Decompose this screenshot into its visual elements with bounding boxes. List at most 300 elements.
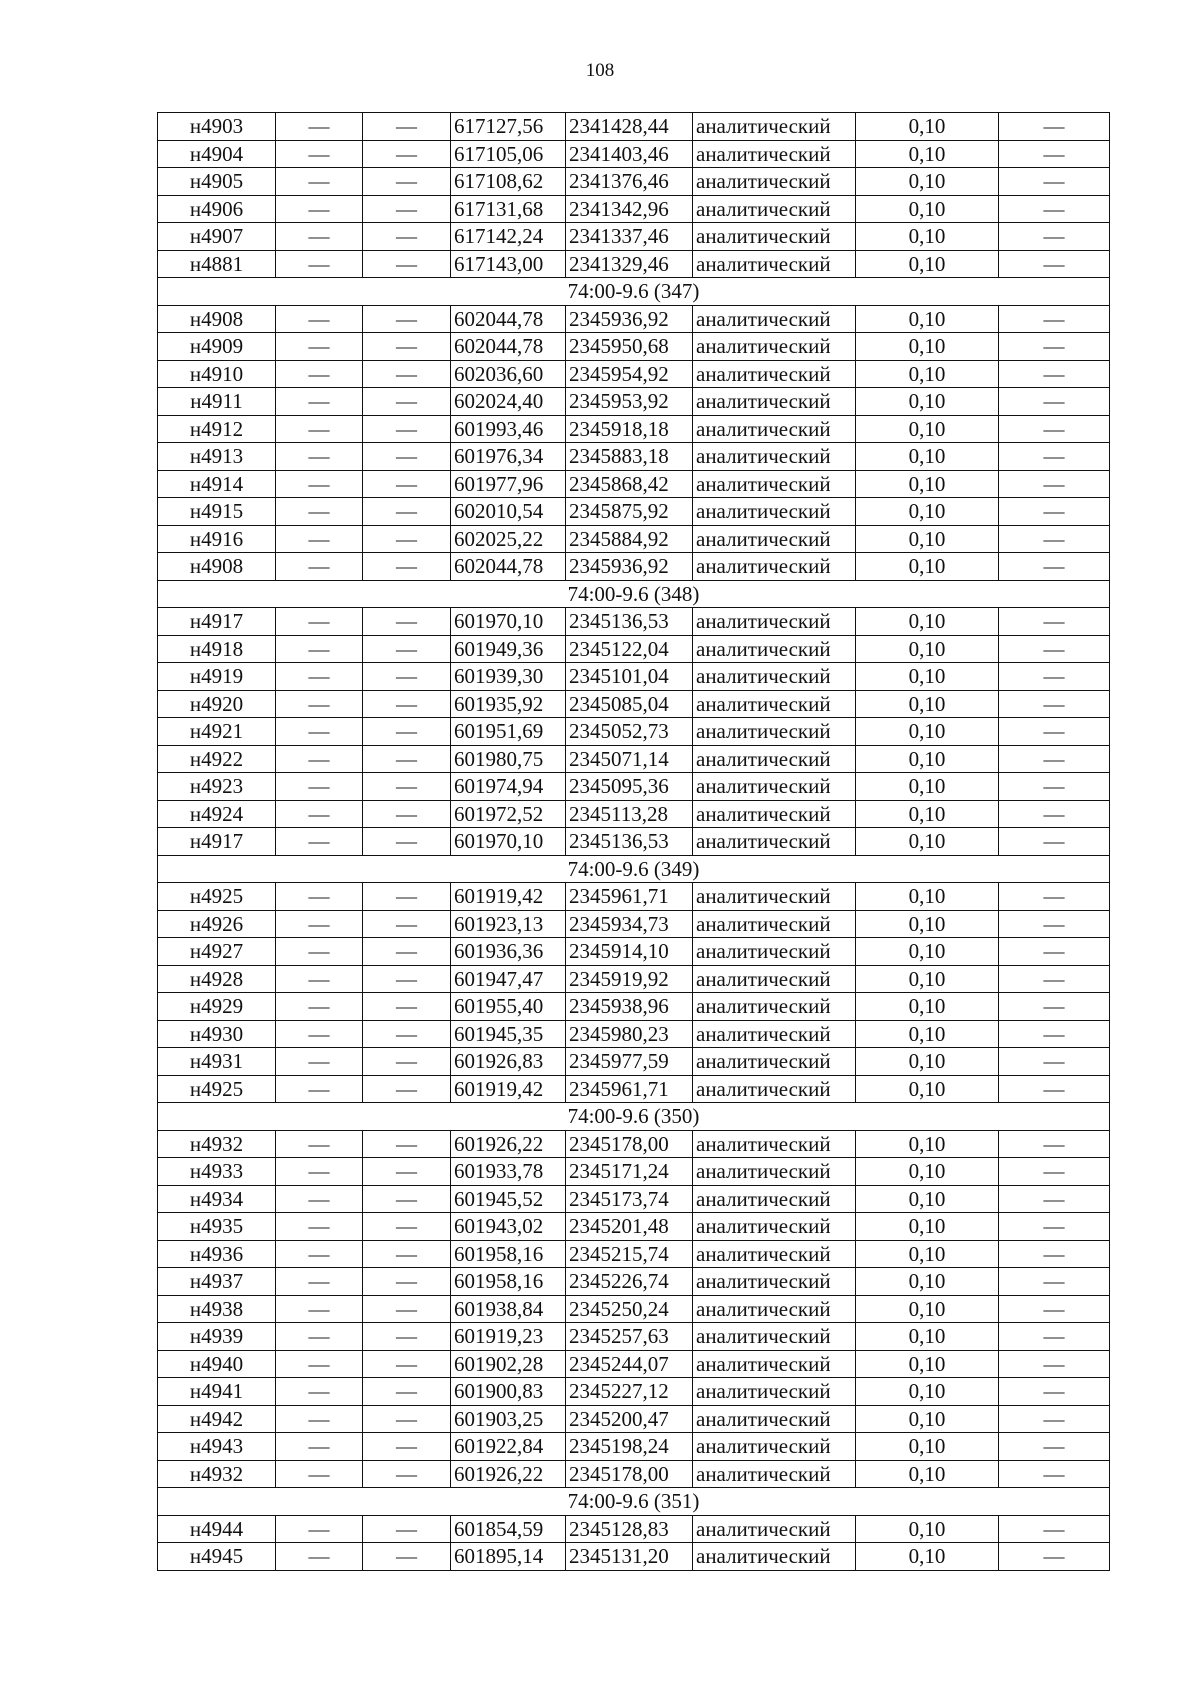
section-title: 74:00-9.6 (347) [158, 278, 1110, 306]
method: аналитический [693, 965, 856, 993]
accuracy: 0,10 [856, 360, 999, 388]
point-name: н4915 [158, 498, 276, 526]
empty-dash: — [999, 223, 1110, 251]
accuracy: 0,10 [856, 168, 999, 196]
table-row [158, 388, 1110, 416]
accuracy: 0,10 [856, 1213, 999, 1241]
empty-dash: — [276, 305, 363, 333]
method: аналитический [693, 333, 856, 361]
section-title: 74:00-9.6 (348) [158, 580, 1110, 608]
table-row [158, 553, 1110, 581]
x-coordinate: 601951,69 [451, 718, 566, 746]
empty-dash: — [276, 415, 363, 443]
empty-dash: — [363, 195, 451, 223]
accuracy: 0,10 [856, 140, 999, 168]
empty-dash: — [363, 223, 451, 251]
x-coordinate: 602024,40 [451, 388, 566, 416]
section-title: 74:00-9.6 (349) [158, 855, 1110, 883]
method: аналитический [693, 1130, 856, 1158]
accuracy: 0,10 [856, 745, 999, 773]
accuracy: 0,10 [856, 470, 999, 498]
point-name: н4907 [158, 223, 276, 251]
empty-dash: — [363, 388, 451, 416]
table-row [158, 415, 1110, 443]
x-coordinate: 601936,36 [451, 938, 566, 966]
accuracy: 0,10 [856, 993, 999, 1021]
empty-dash: — [276, 1268, 363, 1296]
table-row [158, 1268, 1110, 1296]
x-coordinate: 617143,00 [451, 250, 566, 278]
empty-dash: — [999, 773, 1110, 801]
point-name: н4904 [158, 140, 276, 168]
section-title: 74:00-9.6 (350) [158, 1103, 1110, 1131]
empty-dash: — [999, 1378, 1110, 1406]
y-coordinate: 2345198,24 [566, 1433, 693, 1461]
x-coordinate: 601955,40 [451, 993, 566, 1021]
empty-dash: — [363, 360, 451, 388]
method: аналитический [693, 1543, 856, 1571]
y-coordinate: 2345950,68 [566, 333, 693, 361]
table-row [158, 663, 1110, 691]
x-coordinate: 601977,96 [451, 470, 566, 498]
point-name: н4945 [158, 1543, 276, 1571]
point-name: н4937 [158, 1268, 276, 1296]
empty-dash: — [999, 498, 1110, 526]
accuracy: 0,10 [856, 250, 999, 278]
empty-dash: — [999, 1020, 1110, 1048]
x-coordinate: 602010,54 [451, 498, 566, 526]
table-row [158, 1543, 1110, 1571]
table-row [158, 1433, 1110, 1461]
method: аналитический [693, 718, 856, 746]
empty-dash: — [363, 1075, 451, 1103]
accuracy: 0,10 [856, 1543, 999, 1571]
empty-dash: — [276, 223, 363, 251]
table-row [158, 470, 1110, 498]
empty-dash: — [363, 635, 451, 663]
section-header-row [158, 1103, 1110, 1131]
method: аналитический [693, 1240, 856, 1268]
accuracy: 0,10 [856, 883, 999, 911]
y-coordinate: 2345173,74 [566, 1185, 693, 1213]
empty-dash: — [999, 1213, 1110, 1241]
point-name: н4930 [158, 1020, 276, 1048]
table-row [158, 938, 1110, 966]
accuracy: 0,10 [856, 333, 999, 361]
table-row [158, 1460, 1110, 1488]
method: аналитический [693, 305, 856, 333]
empty-dash: — [276, 113, 363, 141]
section-header-row [158, 855, 1110, 883]
method: аналитический [693, 1295, 856, 1323]
empty-dash: — [363, 800, 451, 828]
point-name: н4926 [158, 910, 276, 938]
point-name: н4942 [158, 1405, 276, 1433]
empty-dash: — [363, 168, 451, 196]
accuracy: 0,10 [856, 1130, 999, 1158]
x-coordinate: 601923,13 [451, 910, 566, 938]
method: аналитический [693, 1323, 856, 1351]
y-coordinate: 2345961,71 [566, 883, 693, 911]
empty-dash: — [276, 1020, 363, 1048]
accuracy: 0,10 [856, 910, 999, 938]
table-row [158, 113, 1110, 141]
point-name: н4920 [158, 690, 276, 718]
empty-dash: — [276, 195, 363, 223]
accuracy: 0,10 [856, 498, 999, 526]
method: аналитический [693, 498, 856, 526]
method: аналитический [693, 1268, 856, 1296]
point-name: н4912 [158, 415, 276, 443]
method: аналитический [693, 1213, 856, 1241]
y-coordinate: 2345201,48 [566, 1213, 693, 1241]
page-number: 108 [585, 60, 615, 81]
empty-dash: — [999, 553, 1110, 581]
empty-dash: — [999, 388, 1110, 416]
table-row [158, 690, 1110, 718]
empty-dash: — [363, 470, 451, 498]
empty-dash: — [999, 663, 1110, 691]
method: аналитический [693, 938, 856, 966]
empty-dash: — [276, 1213, 363, 1241]
x-coordinate: 601958,16 [451, 1240, 566, 1268]
empty-dash: — [363, 773, 451, 801]
x-coordinate: 601993,46 [451, 415, 566, 443]
x-coordinate: 601933,78 [451, 1158, 566, 1186]
accuracy: 0,10 [856, 415, 999, 443]
method: аналитический [693, 608, 856, 636]
table-row [158, 1240, 1110, 1268]
accuracy: 0,10 [856, 443, 999, 471]
table-row [158, 1075, 1110, 1103]
empty-dash: — [999, 140, 1110, 168]
empty-dash: — [999, 525, 1110, 553]
empty-dash: — [363, 305, 451, 333]
y-coordinate: 2345980,23 [566, 1020, 693, 1048]
method: аналитический [693, 443, 856, 471]
accuracy: 0,10 [856, 718, 999, 746]
empty-dash: — [276, 1323, 363, 1351]
x-coordinate: 601958,16 [451, 1268, 566, 1296]
empty-dash: — [276, 1048, 363, 1076]
empty-dash: — [363, 663, 451, 691]
y-coordinate: 2345200,47 [566, 1405, 693, 1433]
empty-dash: — [999, 938, 1110, 966]
coordinates-table [157, 112, 1110, 1571]
empty-dash: — [276, 1240, 363, 1268]
empty-dash: — [999, 608, 1110, 636]
x-coordinate: 601926,83 [451, 1048, 566, 1076]
method: аналитический [693, 1020, 856, 1048]
table-row [158, 223, 1110, 251]
empty-dash: — [276, 663, 363, 691]
y-coordinate: 2345914,10 [566, 938, 693, 966]
x-coordinate: 617105,06 [451, 140, 566, 168]
table-row [158, 1213, 1110, 1241]
accuracy: 0,10 [856, 800, 999, 828]
x-coordinate: 601926,22 [451, 1460, 566, 1488]
accuracy: 0,10 [856, 608, 999, 636]
table-row [158, 168, 1110, 196]
x-coordinate: 601919,42 [451, 1075, 566, 1103]
method: аналитический [693, 1185, 856, 1213]
empty-dash: — [363, 1020, 451, 1048]
section-header-row [158, 580, 1110, 608]
accuracy: 0,10 [856, 965, 999, 993]
x-coordinate: 601935,92 [451, 690, 566, 718]
y-coordinate: 2345244,07 [566, 1350, 693, 1378]
section-title: 74:00-9.6 (351) [158, 1488, 1110, 1516]
point-name: н4925 [158, 1075, 276, 1103]
y-coordinate: 2345071,14 [566, 745, 693, 773]
x-coordinate: 601945,35 [451, 1020, 566, 1048]
table-row [158, 195, 1110, 223]
y-coordinate: 2345101,04 [566, 663, 693, 691]
y-coordinate: 2345918,18 [566, 415, 693, 443]
empty-dash: — [276, 1185, 363, 1213]
table-row [158, 635, 1110, 663]
empty-dash: — [363, 938, 451, 966]
empty-dash: — [276, 1075, 363, 1103]
table-row [158, 608, 1110, 636]
method: аналитический [693, 800, 856, 828]
x-coordinate: 601919,23 [451, 1323, 566, 1351]
table-row [158, 1130, 1110, 1158]
x-coordinate: 601947,47 [451, 965, 566, 993]
empty-dash: — [363, 1515, 451, 1543]
x-coordinate: 601974,94 [451, 773, 566, 801]
point-name: н4903 [158, 113, 276, 141]
table-row [158, 1350, 1110, 1378]
empty-dash: — [999, 1048, 1110, 1076]
accuracy: 0,10 [856, 1075, 999, 1103]
point-name: н4914 [158, 470, 276, 498]
accuracy: 0,10 [856, 690, 999, 718]
empty-dash: — [276, 993, 363, 1021]
point-name: н4919 [158, 663, 276, 691]
accuracy: 0,10 [856, 113, 999, 141]
x-coordinate: 601970,10 [451, 608, 566, 636]
point-name: н4940 [158, 1350, 276, 1378]
empty-dash: — [999, 1295, 1110, 1323]
accuracy: 0,10 [856, 1048, 999, 1076]
empty-dash: — [999, 745, 1110, 773]
point-name: н4939 [158, 1323, 276, 1351]
point-name: н4925 [158, 883, 276, 911]
x-coordinate: 601976,34 [451, 443, 566, 471]
accuracy: 0,10 [856, 1295, 999, 1323]
empty-dash: — [276, 608, 363, 636]
empty-dash: — [276, 140, 363, 168]
empty-dash: — [363, 1378, 451, 1406]
empty-dash: — [363, 1185, 451, 1213]
empty-dash: — [276, 1378, 363, 1406]
accuracy: 0,10 [856, 1405, 999, 1433]
empty-dash: — [276, 1158, 363, 1186]
y-coordinate: 2345052,73 [566, 718, 693, 746]
empty-dash: — [363, 525, 451, 553]
empty-dash: — [363, 443, 451, 471]
table-row [158, 965, 1110, 993]
method: аналитический [693, 828, 856, 856]
y-coordinate: 2345938,96 [566, 993, 693, 1021]
method: аналитический [693, 663, 856, 691]
empty-dash: — [363, 113, 451, 141]
method: аналитический [693, 993, 856, 1021]
empty-dash: — [363, 1350, 451, 1378]
point-name: н4944 [158, 1515, 276, 1543]
method: аналитический [693, 1460, 856, 1488]
y-coordinate: 2345136,53 [566, 608, 693, 636]
accuracy: 0,10 [856, 773, 999, 801]
empty-dash: — [276, 1433, 363, 1461]
point-name: н4928 [158, 965, 276, 993]
method: аналитический [693, 1405, 856, 1433]
y-coordinate: 2341337,46 [566, 223, 693, 251]
point-name: н4911 [158, 388, 276, 416]
table-row [158, 1158, 1110, 1186]
table-row [158, 773, 1110, 801]
empty-dash: — [999, 883, 1110, 911]
x-coordinate: 601895,14 [451, 1543, 566, 1571]
point-name: н4934 [158, 1185, 276, 1213]
empty-dash: — [363, 1405, 451, 1433]
table-row [158, 443, 1110, 471]
empty-dash: — [363, 1213, 451, 1241]
y-coordinate: 2345131,20 [566, 1543, 693, 1571]
empty-dash: — [276, 718, 363, 746]
point-name: н4938 [158, 1295, 276, 1323]
empty-dash: — [276, 910, 363, 938]
accuracy: 0,10 [856, 1378, 999, 1406]
y-coordinate: 2345954,92 [566, 360, 693, 388]
empty-dash: — [999, 1350, 1110, 1378]
accuracy: 0,10 [856, 525, 999, 553]
x-coordinate: 617108,62 [451, 168, 566, 196]
x-coordinate: 617131,68 [451, 195, 566, 223]
empty-dash: — [363, 1048, 451, 1076]
method: аналитический [693, 1350, 856, 1378]
accuracy: 0,10 [856, 1240, 999, 1268]
method: аналитический [693, 415, 856, 443]
table-row [158, 718, 1110, 746]
empty-dash: — [276, 1130, 363, 1158]
empty-dash: — [276, 883, 363, 911]
point-name: н4910 [158, 360, 276, 388]
empty-dash: — [999, 1185, 1110, 1213]
point-name: н4943 [158, 1433, 276, 1461]
table-row [158, 1378, 1110, 1406]
y-coordinate: 2345977,59 [566, 1048, 693, 1076]
empty-dash: — [276, 690, 363, 718]
accuracy: 0,10 [856, 223, 999, 251]
accuracy: 0,10 [856, 938, 999, 966]
table-row [158, 1295, 1110, 1323]
point-name: н4918 [158, 635, 276, 663]
point-name: н4929 [158, 993, 276, 1021]
method: аналитический [693, 1433, 856, 1461]
empty-dash: — [363, 745, 451, 773]
empty-dash: — [276, 388, 363, 416]
empty-dash: — [999, 1460, 1110, 1488]
accuracy: 0,10 [856, 1158, 999, 1186]
x-coordinate: 601902,28 [451, 1350, 566, 1378]
accuracy: 0,10 [856, 553, 999, 581]
accuracy: 0,10 [856, 1185, 999, 1213]
empty-dash: — [363, 1130, 451, 1158]
point-name: н4905 [158, 168, 276, 196]
empty-dash: — [363, 333, 451, 361]
empty-dash: — [363, 910, 451, 938]
accuracy: 0,10 [856, 195, 999, 223]
table-row [158, 305, 1110, 333]
y-coordinate: 2341376,46 [566, 168, 693, 196]
empty-dash: — [363, 690, 451, 718]
method: аналитический [693, 525, 856, 553]
y-coordinate: 2345934,73 [566, 910, 693, 938]
empty-dash: — [999, 965, 1110, 993]
empty-dash: — [363, 498, 451, 526]
accuracy: 0,10 [856, 1433, 999, 1461]
empty-dash: — [999, 415, 1110, 443]
empty-dash: — [999, 333, 1110, 361]
x-coordinate: 602044,78 [451, 333, 566, 361]
table-row [158, 910, 1110, 938]
table-row [158, 1405, 1110, 1433]
y-coordinate: 2345226,74 [566, 1268, 693, 1296]
empty-dash: — [276, 745, 363, 773]
y-coordinate: 2345215,74 [566, 1240, 693, 1268]
empty-dash: — [276, 773, 363, 801]
empty-dash: — [999, 1158, 1110, 1186]
x-coordinate: 601972,52 [451, 800, 566, 828]
y-coordinate: 2345227,12 [566, 1378, 693, 1406]
accuracy: 0,10 [856, 1515, 999, 1543]
x-coordinate: 601945,52 [451, 1185, 566, 1213]
method: аналитический [693, 553, 856, 581]
empty-dash: — [276, 553, 363, 581]
method: аналитический [693, 1158, 856, 1186]
empty-dash: — [276, 800, 363, 828]
y-coordinate: 2345868,42 [566, 470, 693, 498]
empty-dash: — [363, 1158, 451, 1186]
x-coordinate: 601919,42 [451, 883, 566, 911]
empty-dash: — [276, 360, 363, 388]
x-coordinate: 601939,30 [451, 663, 566, 691]
empty-dash: — [999, 910, 1110, 938]
table-row [158, 800, 1110, 828]
method: аналитический [693, 690, 856, 718]
method: аналитический [693, 195, 856, 223]
accuracy: 0,10 [856, 828, 999, 856]
empty-dash: — [999, 635, 1110, 663]
empty-dash: — [999, 1130, 1110, 1158]
table-row [158, 993, 1110, 1021]
y-coordinate: 2345178,00 [566, 1130, 693, 1158]
y-coordinate: 2341428,44 [566, 113, 693, 141]
y-coordinate: 2345919,92 [566, 965, 693, 993]
method: аналитический [693, 223, 856, 251]
coordinates-table-body [158, 113, 1110, 1571]
table-row [158, 745, 1110, 773]
empty-dash: — [999, 993, 1110, 1021]
y-coordinate: 2341329,46 [566, 250, 693, 278]
y-coordinate: 2345122,04 [566, 635, 693, 663]
empty-dash: — [276, 938, 363, 966]
section-header-row [158, 278, 1110, 306]
x-coordinate: 601903,25 [451, 1405, 566, 1433]
empty-dash: — [999, 195, 1110, 223]
